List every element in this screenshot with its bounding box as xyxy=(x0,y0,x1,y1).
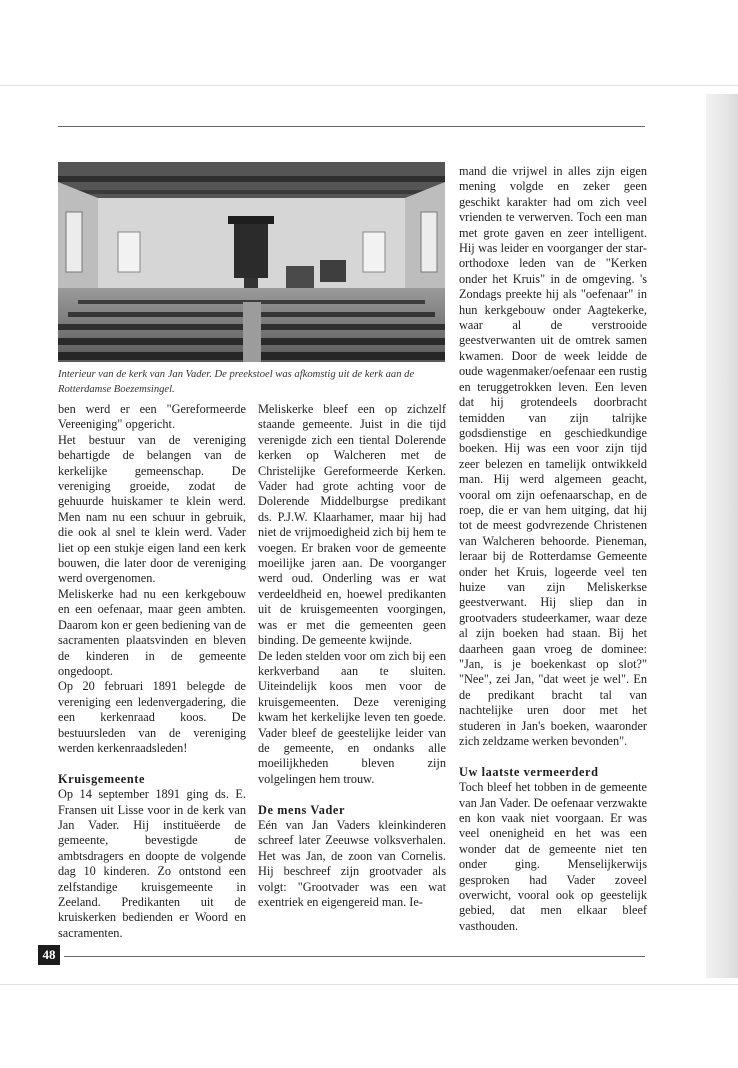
photo-caption: Interieur van de kerk van Jan Vader. De preekstoel was afkomstig uit de kerk aan de Rotterdamse Boezemsingel. xyxy=(58,369,415,395)
church-interior-photo xyxy=(58,162,445,362)
text-column-3 xyxy=(459,164,647,934)
section-heading: Kruisgemeente xyxy=(58,771,146,786)
page-number: 48 xyxy=(38,945,60,965)
paragraph: Meliskerke had nu een kerkgebouw en een oefenaar, maar geen ambten. Daarom kon er geen bediening van de sacramenten plaatsvinden en bleven de kinderen in de gemeente ongedoopt. xyxy=(58,586,246,678)
paragraph: ben werd er een "Gereformeerde Vereeniging" opgericht. xyxy=(58,402,246,432)
text-column-1 xyxy=(58,402,246,941)
paragraph: Toch bleef het tobben in de gemeente van Jan Vader. De oefenaar verzwakte en kon vaak niet voorgaan. Er was veel onenigheid en het was een wonder dat de gemeente niet ten onder ging. Menselijkerwijs gesproken had Vader zoveel overwicht, vooral ook op geestelijk gebied, dat men elkaar bleef vasthouden. xyxy=(459,780,647,933)
header-rule xyxy=(58,126,645,127)
paragraph: Meliskerke bleef een op zichzelf staande gemeente. Juist in die tijd verenigde zich een tiental Dolerende kerken op Walcheren met de Christelijke Gereformeerde Kerken. Vader had grote achting voor de Dolerende Middelburgse predikant ds. P.J.W. Klaarhamer, maar hij had niet de vrijmoedigheid zich bij hem te voegen. Er braken voor de gemeente moeilijke jaren aan. De voorganger werd oud. Onderling was er wat verdeeldheid en, hoewel predikanten uit de kruisgemeenten voorgingen, was er met die gemeenten geen binding. De gemeente kwijnde. xyxy=(258,402,446,648)
paragraph: mand die vrijwel in alles zijn eigen mening volgde en zeker geen geschikt karakter had om zich veel vrienden te verwerven. Toch een man met grote gaven en zeer intelligent. Hij was leider en voorganger der star-orthodoxe leden van de "Kerken onder het Kruis" in de omgeving. 's Zondags preekte hij als "oefenaar" in hun kerkgebouw onder Aagtekerke, waar al de verstrooide geestverwanten uit de omtrek samen kwamen. Door de week leidde de oude wagenmaker/oefenaar een rustig en teruggetrokken leven. Een leven dat hij grotendeels doorbracht temidden van zijn talrijke godsdienstige en geschiedkundige boeken. Hij was een voor zijn tijd zeer belezen en tamelijk ontwikkeld man. Hij werd algemeen geacht, vooral om zijn oefenaarschap, en de roep, die er van hem uitging, dat hij tot de meest godvrezende Christenen van Walcheren behoorde. Pieneman, leraar bij de Rotterdamse Gemeente onder het Kruis, logeerde veel ten huize van zijn Meliskerkse geestverwant. Hij sliep dan in grootvaders studeerkamer, waar deze al zijn boeken had staan. Bij het daarheen gaan vroeg de dominee: "Jan, is je boekenkast op slot?" "Nee", zei Jan, "dat weet je wel". En de predikant bracht tal van nachtelijke uren door met het studeren in Jan's boeken, waaronder zich zeldzame werken bevonden". xyxy=(459,164,647,749)
paragraph: Het bestuur van de vereniging behartigde de belangen van de kerkelijke gemeenschap. De vereniging groeide, zodat de gehuurde huiskamer te klein werd. Men nam nu een schuur in gebruik, die ook al snel te klein werd. Vader liet op een stukje eigen land een kerk bouwen, die later door de vereniging werd overgenomen. xyxy=(58,432,246,586)
paragraph: Op 20 februari 1891 belegde de vereniging een ledenvergadering, die een kerkenraad koos. De bestuursleden van de vereniging werden kerkenraadsleden! xyxy=(58,679,246,755)
paragraph: Op 14 september 1891 ging ds. E. Fransen uit Lisse voor in de kerk van Jan Vader. Hij instituëerde de gemeente, bevestigde de ambtsdragers en doopte de volgende dag 10 kinderen. Zo ontstond een zelfstandige kruisgemeente in Zeeland. Predikanten uit de kruiskerken bedienden er Woord en sacramenten. xyxy=(58,787,246,940)
paragraph: De leden stelden voor om zich bij een kerkverband aan te sluiten. Uiteindelijk koos men voor de kruisgemeenten. Deze vereniging kwam het kerkelijke leven ten goede. Vader bleef de geestelijke leider van de gemeente, en ondanks alle moeilijkheden bleven zijn volgelingen hem trouw. xyxy=(258,648,446,786)
section-heading: Uw laatste vermeerderd xyxy=(459,764,599,779)
footer-rule xyxy=(64,956,645,957)
text-column-2 xyxy=(258,402,446,910)
section-heading: De mens Vader xyxy=(258,802,346,817)
paragraph: Eén van Jan Vaders kleinkinderen schreef later Zeeuwse volksverhalen. Het was Jan, de zoon van Cornelis. Hij beschreef zijn grootvader als volgt: "Grootvader was een wat exentriek en eigengereid man. Ie- xyxy=(258,817,446,909)
page-edge xyxy=(706,94,738,978)
